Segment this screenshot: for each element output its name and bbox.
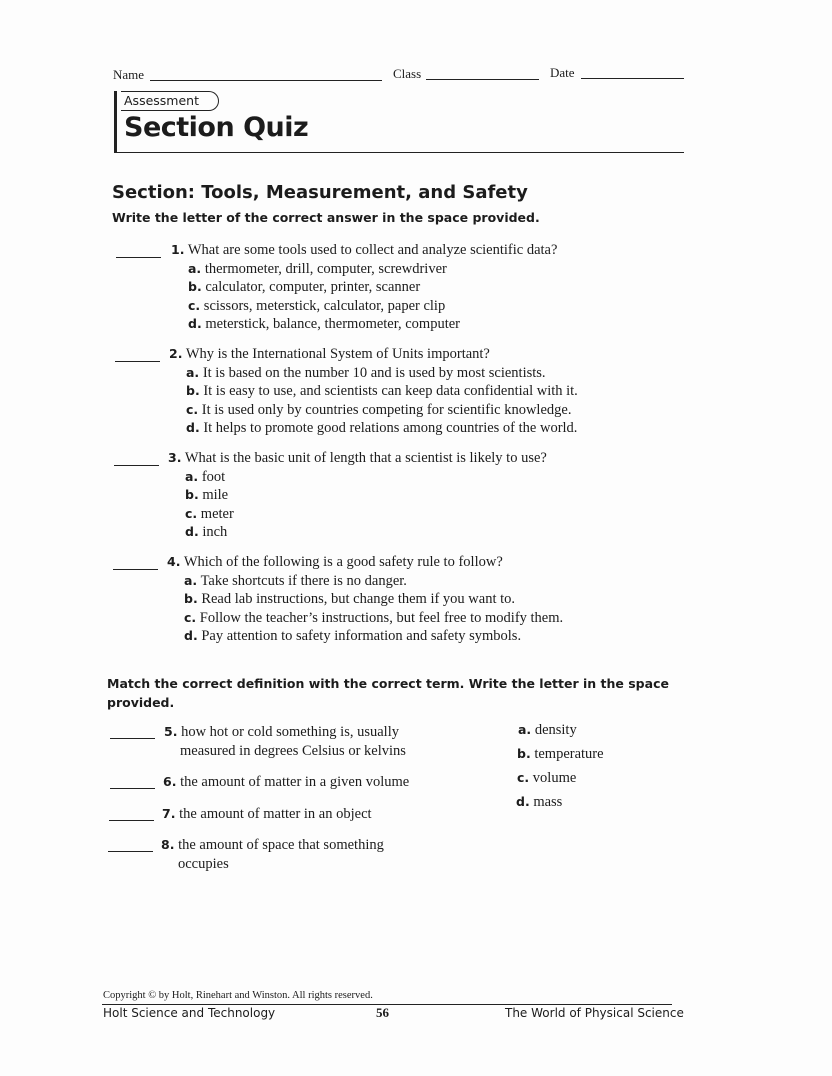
question-number: 4. — [167, 554, 181, 569]
name-field[interactable] — [150, 80, 382, 81]
question-number: 2. — [169, 346, 183, 361]
instructions-matching — [107, 674, 669, 712]
term-b: b. temperature — [517, 746, 604, 762]
name-label: Name — [113, 67, 145, 82]
date-label: Date — [550, 65, 575, 80]
class-field[interactable] — [426, 79, 539, 80]
question-4 — [167, 553, 563, 646]
item-text: the amount of matter in a given volume — [180, 774, 410, 790]
footer-right: The World of Physical Science — [505, 1006, 684, 1020]
item-text: how hot or cold something is, usually — [181, 724, 399, 740]
option: d. Pay attention to safety information and safety symbols. — [184, 628, 522, 644]
option: a. foot — [185, 468, 226, 485]
section-title: Section: Tools, Measurement, and Safety — [112, 182, 528, 203]
assessment-badge: Assessment — [121, 91, 219, 111]
option: d. It helps to promote good relations among countries of the world. — [186, 420, 578, 436]
instructions-line: Match the correct definition with the correct term. Write the letter in the space — [107, 676, 669, 691]
item-text: the amount of space that something — [178, 837, 384, 853]
answer-blank-1[interactable] — [116, 257, 161, 258]
copyright: Copyright © by Holt, Rinehart and Winston. All rights reserved. — [103, 990, 373, 1001]
question-number: 3. — [168, 450, 182, 465]
answer-blank-8[interactable] — [108, 851, 153, 852]
option: b. It is easy to use, and scientists can keep data confidential with it. — [186, 383, 578, 399]
item-text-cont: measured in degrees Celsius or kelvins — [180, 743, 406, 759]
question-text: What are some tools used to collect and analyze scientific data? — [187, 242, 558, 258]
term-c: c. volume — [517, 770, 577, 786]
answer-blank-2[interactable] — [115, 361, 160, 362]
page-number: 56 — [376, 1005, 389, 1020]
answer-blank-4[interactable] — [113, 569, 158, 570]
answer-blank-7[interactable] — [109, 820, 154, 821]
question-text: Which of the following is a good safety rule to follow? — [183, 554, 503, 570]
option: a. It is based on the number 10 and is used by most scientists. — [186, 364, 546, 381]
option: d. meterstick, balance, thermometer, computer — [188, 316, 460, 332]
question-text: What is the basic unit of length that a scientist is likely to use? — [184, 450, 547, 466]
option: b. calculator, computer, printer, scanner — [188, 279, 421, 295]
item-text: the amount of matter in an object — [179, 806, 372, 822]
item-number: 7. — [162, 806, 176, 821]
item-number: 8. — [161, 837, 175, 852]
footer-left: Holt Science and Technology — [103, 1006, 276, 1020]
option: a. thermometer, drill, computer, screwdriver — [188, 260, 447, 277]
instructions-line: provided. — [107, 695, 175, 710]
question-text: Why is the International System of Units important? — [185, 346, 490, 362]
class-label: Class — [393, 66, 422, 81]
match-item-7 — [162, 804, 372, 824]
instructions-mc: Write the letter of the correct answer in the space provided. — [112, 210, 540, 225]
item-text-cont: occupies — [178, 856, 229, 872]
question-1 — [171, 241, 557, 334]
term-d: d. mass — [516, 794, 563, 810]
title-bar — [114, 91, 117, 153]
item-number: 5. — [164, 724, 178, 739]
match-item-5 — [164, 722, 406, 761]
match-item-6 — [163, 772, 409, 792]
option: c. It is used only by countries competing for scientific knowledge. — [186, 401, 572, 418]
option: b. mile — [185, 487, 229, 503]
page-title: Section Quiz — [124, 112, 309, 143]
title-rule — [114, 152, 684, 153]
option: c. scissors, meterstick, calculator, paper clip — [188, 297, 446, 314]
match-item-8 — [161, 835, 384, 874]
option: c. Follow the teacher’s instructions, but feel free to modify them. — [184, 609, 564, 626]
answer-blank-3[interactable] — [114, 465, 159, 466]
option: d. inch — [185, 524, 228, 540]
question-number: 1. — [171, 242, 185, 257]
question-3 — [168, 449, 547, 542]
option: a. Take shortcuts if there is no danger. — [184, 572, 407, 589]
term-a: a. density — [518, 722, 577, 738]
answer-blank-5[interactable] — [110, 738, 155, 739]
option: b. Read lab instructions, but change them if you want to. — [184, 591, 516, 607]
answer-blank-6[interactable] — [110, 788, 155, 789]
item-number: 6. — [163, 774, 177, 789]
date-field[interactable] — [581, 78, 684, 79]
option: c. meter — [185, 505, 234, 522]
question-2 — [169, 345, 578, 438]
